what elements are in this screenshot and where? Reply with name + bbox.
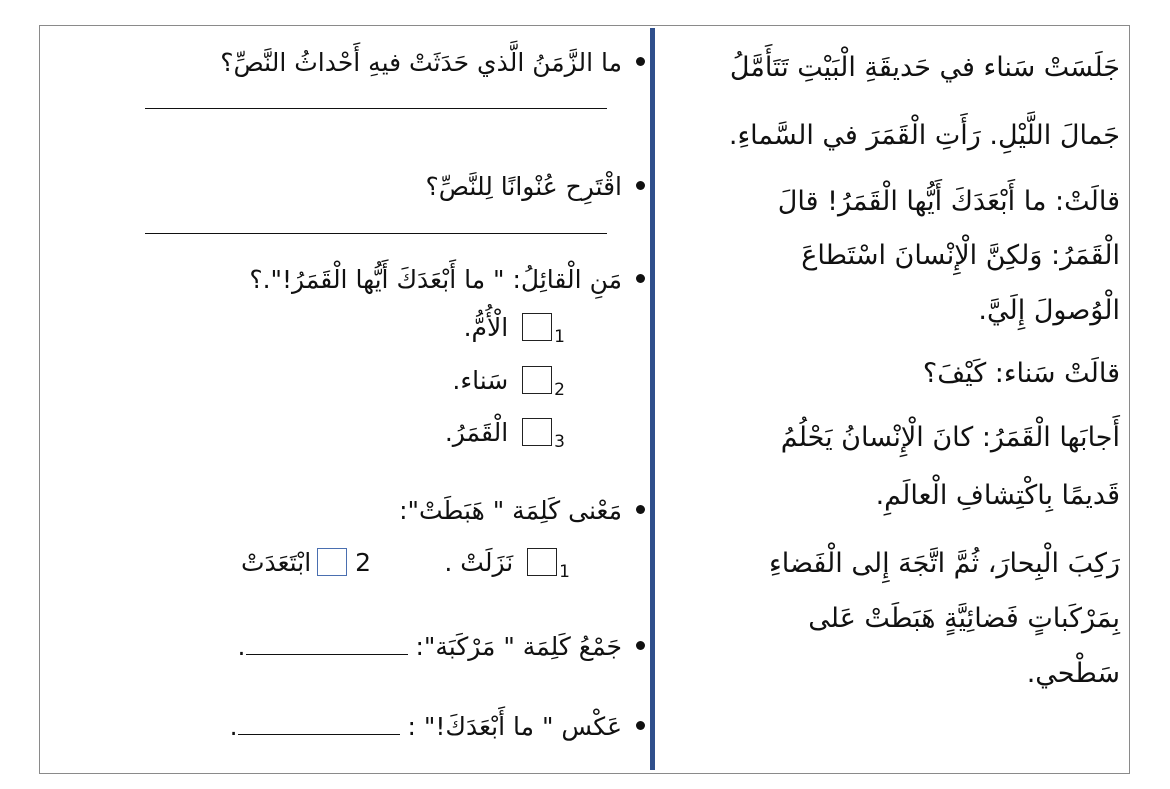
passage-line: سَطْحي. [1026,658,1120,689]
passage-line: جَمالَ اللَّيْلِ. رَأَتِ الْقَمَرَ في السَّماءِ. [728,120,1120,151]
bullet-icon [636,505,645,514]
question-6: عَكْس " ما أَبْعَدَكَ!" : . [230,712,645,741]
bullet-icon [636,641,645,650]
option-4-1: $_1$ نَزَلَتْ . [444,548,570,582]
answer-blank-5[interactable] [246,644,408,655]
bullet-icon [636,721,645,730]
passage-line: قالَتْ: ما أَبْعَدَكَ أَيُّها الْقَمَرُ! قالَ [777,186,1120,217]
checkbox[interactable] [522,418,552,446]
checkbox[interactable] [522,366,552,394]
checkbox[interactable] [317,548,347,576]
option-1: $_1$ الْأُمُّ. [463,313,565,347]
passage-line: جَلَسَتْ سَناء في حَديقَةِ الْبَيْتِ تَتَأَمَّلُ [729,52,1120,83]
passage-line: الْوُصولَ إِلَيَّ. [978,295,1120,326]
question-3: مَنِ الْقائِلُ: " ما أَبْعَدَكَ أَيُّها الْقَمَرُ!".؟ [249,265,645,294]
bullet-icon [636,274,645,283]
answer-line-2[interactable] [145,233,607,234]
passage-line: قَديمًا بِاكْتِشافِ الْعالَمِ. [875,480,1120,511]
checkbox[interactable] [522,313,552,341]
question-1: ما الزَّمَنُ الَّذي حَدَثَتْ فيهِ أَحْداثُ النَّصِّ؟ [220,48,645,77]
question-5: جَمْعُ كَلِمَة " مَرْكَبَة": . [238,632,645,661]
question-2: اقْتَرِح عُنْوانًا لِلنَّصِّ؟ [426,172,646,201]
passage-line: رَكِبَ الْبِحارَ، ثُمَّ اتَّجَهَ إِلى الْفَضاءِ [769,548,1120,579]
question-4: مَعْنى كَلِمَة " هَبَطَتْ": [399,496,645,525]
passage-line: قالَتْ سَناء: كَيْفَ؟ [922,358,1120,389]
option-2: $_2$ سَناء. [452,366,565,400]
column-divider [650,28,655,770]
bullet-icon [636,57,645,66]
bullet-icon [636,181,645,190]
option-4-2: 2 ابْتَعَدَتْ [240,548,371,577]
answer-line-1[interactable] [145,108,607,109]
passage-line: أَجابَها الْقَمَرُ: كانَ الْإِنْسانُ يَحْلُمُ [780,422,1120,453]
answer-blank-6[interactable] [238,724,400,735]
option-3: $_3$ الْقَمَرُ. [444,418,565,452]
checkbox[interactable] [527,548,557,576]
passage-line: الْقَمَرُ: وَلكِنَّ الْإِنْسانَ اسْتَطاعَ [801,240,1120,271]
passage-line: بِمَرْكَباتٍ فَضائِيَّةٍ هَبَطَتْ عَلى [808,603,1120,634]
